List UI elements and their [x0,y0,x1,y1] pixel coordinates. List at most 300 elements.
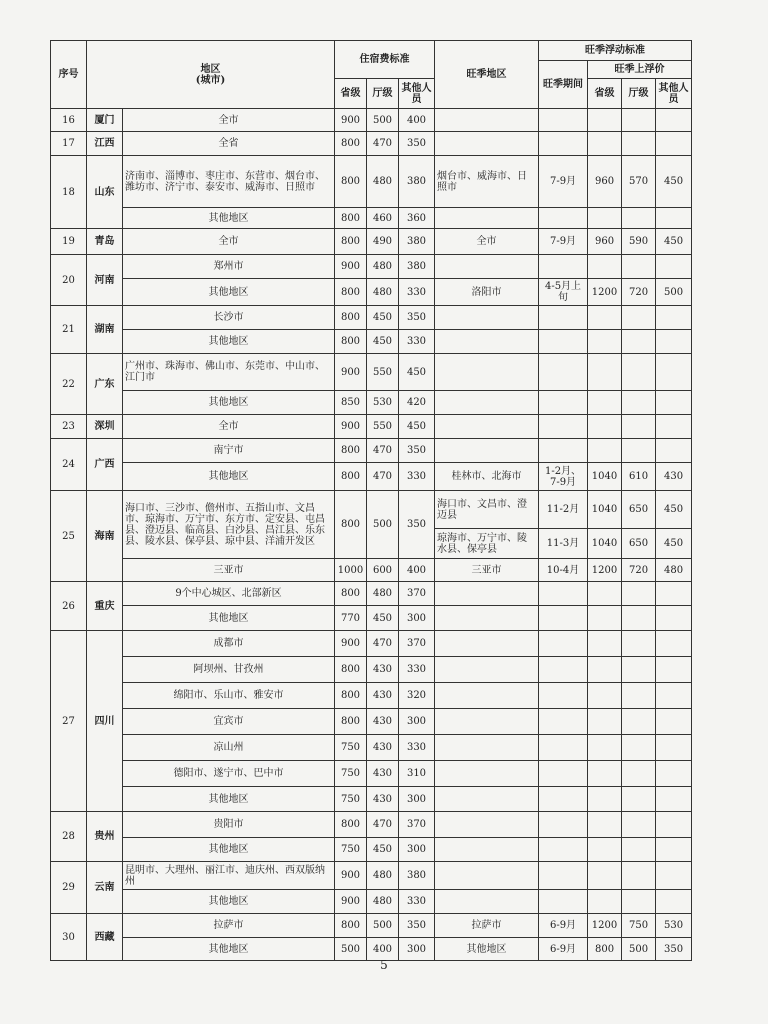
seq-cell: 26 [51,582,87,631]
peak-region-cell [435,354,539,391]
peak-prov-cell: 1040 [588,529,622,559]
peak-period-cell [539,812,588,838]
peak-dept-cell [622,631,656,657]
peak-prov-cell [588,109,622,132]
peak-dept-cell [622,657,656,683]
table-row [51,862,692,890]
seq-cell: 18 [51,156,87,229]
lodging-prov-cell: 800 [335,132,367,156]
peak-region-cell: 桂林市、北海市 [435,463,539,491]
table-row [51,890,692,914]
peak-dept-cell: 720 [622,559,656,582]
lodging-other-cell: 300 [399,938,435,961]
lodging-dept-cell: 430 [367,761,399,787]
peak-region-cell [435,109,539,132]
header-region [87,41,335,109]
peak-region-cell [435,787,539,812]
lodging-other-cell: 420 [399,391,435,415]
lodging-dept-cell: 480 [367,279,399,306]
peak-other-cell [656,657,692,683]
peak-period-cell [539,439,588,463]
peak-period-cell [539,132,588,156]
lodging-dept-cell: 430 [367,735,399,761]
peak-region-cell [435,391,539,415]
peak-region-cell [435,415,539,439]
lodging-dept-cell: 480 [367,156,399,208]
table-row [51,709,692,735]
peak-prov-cell [588,391,622,415]
lodging-prov-cell: 800 [335,709,367,735]
lodging-prov-cell: 900 [335,890,367,914]
city-cell: 贵阳市 [123,812,335,838]
peak-prov-cell: 800 [588,938,622,961]
peak-prov-cell: 1200 [588,914,622,938]
city-cell: 9个中心城区、北部新区 [123,582,335,606]
peak-other-cell [656,109,692,132]
table-row [51,229,692,255]
table-row [51,735,692,761]
peak-period-cell: 4-5月上旬 [539,279,588,306]
lodging-prov-cell: 800 [335,463,367,491]
peak-prov-cell [588,631,622,657]
province-cell: 山东 [87,156,123,229]
lodging-other-cell: 370 [399,582,435,606]
peak-period-cell [539,657,588,683]
peak-period-cell [539,330,588,354]
peak-region-cell [435,657,539,683]
peak-other-cell [656,606,692,631]
lodging-dept-cell: 500 [367,491,399,559]
city-cell: 其他地区 [123,391,335,415]
lodging-prov-cell: 750 [335,787,367,812]
peak-region-cell: 三亚市 [435,559,539,582]
peak-period-cell: 11-3月 [539,529,588,559]
province-cell: 青岛 [87,229,123,255]
lodging-dept-cell: 550 [367,354,399,391]
lodging-other-cell: 330 [399,890,435,914]
lodging-dept-cell: 430 [367,787,399,812]
lodging-other-cell: 380 [399,229,435,255]
table-row [51,838,692,862]
seq-cell: 28 [51,812,87,862]
lodging-dept-cell: 430 [367,657,399,683]
peak-period-cell [539,735,588,761]
peak-other-cell [656,761,692,787]
table-row [51,657,692,683]
peak-prov-cell [588,838,622,862]
peak-other-cell: 450 [656,229,692,255]
city-cell: 全省 [123,132,335,156]
peak-other-cell [656,838,692,862]
lodging-other-cell: 370 [399,812,435,838]
city-cell: 其他地区 [123,606,335,631]
peak-prov-cell [588,761,622,787]
peak-dept-cell [622,709,656,735]
peak-dept-cell [622,890,656,914]
peak-other-cell [656,255,692,279]
city-cell: 阿坝州、甘孜州 [123,657,335,683]
table-row [51,559,692,582]
lodging-prov-cell: 750 [335,761,367,787]
peak-other-cell [656,812,692,838]
seq-cell: 20 [51,255,87,306]
peak-dept-cell [622,132,656,156]
peak-period-cell: 7-9月 [539,156,588,208]
peak-other-cell [656,582,692,606]
table-row [51,914,692,938]
lodging-prov-cell: 900 [335,862,367,890]
peak-prov-cell [588,657,622,683]
table-row [51,208,692,229]
lodging-dept-cell: 450 [367,606,399,631]
peak-region-cell [435,683,539,709]
lodging-other-cell: 350 [399,491,435,559]
lodging-dept-cell: 480 [367,582,399,606]
table-row [51,582,692,606]
lodging-other-cell: 300 [399,787,435,812]
lodging-prov-cell: 800 [335,491,367,559]
lodging-dept-cell: 460 [367,208,399,229]
lodging-prov-cell: 800 [335,306,367,330]
table-row [51,354,692,391]
table-row [51,761,692,787]
table-row [51,606,692,631]
city-cell: 海口市、三沙市、儋州市、五指山市、文昌市、琼海市、万宁市、东方市、定安县、屯昌县、澄迈县、临高县、白沙县、昌江县、乐东县、陵水县、保亭县、琼中县、洋浦开发区 [123,491,335,559]
peak-prov-cell [588,606,622,631]
peak-prov-cell [588,582,622,606]
province-cell: 广东 [87,354,123,415]
header-region-label: 地区 [200,63,221,75]
seq-cell: 29 [51,862,87,914]
lodging-prov-cell: 800 [335,229,367,255]
peak-dept-cell: 750 [622,914,656,938]
peak-region-cell: 琼海市、万宁市、陵水县、保亭县 [435,529,539,559]
lodging-other-cell: 350 [399,914,435,938]
lodging-prov-cell: 800 [335,657,367,683]
peak-dept-cell [622,787,656,812]
peak-dept-cell [622,838,656,862]
peak-dept-cell [622,439,656,463]
city-cell: 凉山州 [123,735,335,761]
lodging-prov-cell: 750 [335,838,367,862]
peak-region-cell [435,582,539,606]
lodging-other-cell: 400 [399,559,435,582]
lodging-dept-cell: 400 [367,938,399,961]
seq-cell: 19 [51,229,87,255]
lodging-dept-cell: 480 [367,255,399,279]
city-cell: 绵阳市、乐山市、雅安市 [123,683,335,709]
lodging-prov-cell: 900 [335,109,367,132]
lodging-other-cell: 300 [399,606,435,631]
lodging-prov-cell: 800 [335,156,367,208]
seq-cell: 24 [51,439,87,491]
lodging-dept-cell: 430 [367,683,399,709]
lodging-prov-cell: 800 [335,914,367,938]
peak-prov-cell [588,735,622,761]
city-cell: 其他地区 [123,938,335,961]
peak-region-cell [435,631,539,657]
lodging-other-cell: 350 [399,132,435,156]
peak-dept-cell [622,812,656,838]
city-cell: 济南市、淄博市、枣庄市、东营市、烟台市、潍坊市、济宁市、泰安市、威海市、日照市 [123,156,335,208]
peak-period-cell [539,582,588,606]
seq-cell: 17 [51,132,87,156]
lodging-dept-cell: 450 [367,306,399,330]
peak-other-cell [656,391,692,415]
peak-region-cell [435,439,539,463]
lodging-other-cell: 300 [399,838,435,862]
peak-dept-cell [622,415,656,439]
header-peak-dept: 厅级 [622,79,656,109]
lodging-dept-cell: 470 [367,812,399,838]
lodging-other-cell: 380 [399,862,435,890]
lodging-dept-cell: 500 [367,109,399,132]
peak-other-cell [656,306,692,330]
header-peak-other: 其他人员 [656,79,692,109]
header-peak-period: 旺季期间 [539,61,588,109]
peak-other-cell [656,354,692,391]
peak-dept-cell: 650 [622,491,656,529]
peak-region-cell: 其他地区 [435,938,539,961]
lodging-prov-cell: 900 [335,255,367,279]
table-row [51,132,692,156]
lodging-prov-cell: 900 [335,354,367,391]
city-cell: 其他地区 [123,787,335,812]
header-region-sub: (城市) [195,74,226,86]
peak-dept-cell [622,606,656,631]
peak-other-cell [656,330,692,354]
peak-region-cell: 全市 [435,229,539,255]
header-peak-price: 旺季上浮价 [588,61,692,79]
peak-period-cell [539,761,588,787]
province-cell: 四川 [87,631,123,812]
province-cell: 厦门 [87,109,123,132]
city-cell: 南宁市 [123,439,335,463]
peak-period-cell: 11-2月 [539,491,588,529]
city-cell: 德阳市、遂宁市、巴中市 [123,761,335,787]
lodging-other-cell: 330 [399,463,435,491]
city-cell: 其他地区 [123,208,335,229]
peak-other-cell [656,208,692,229]
header-lodging-other: 其他人员 [399,79,435,109]
table-row [51,306,692,330]
peak-other-cell [656,415,692,439]
peak-prov-cell [588,812,622,838]
province-cell: 深圳 [87,415,123,439]
city-cell: 全市 [123,415,335,439]
city-cell: 其他地区 [123,890,335,914]
peak-dept-cell: 650 [622,529,656,559]
peak-dept-cell: 720 [622,279,656,306]
peak-period-cell: 6-9月 [539,914,588,938]
lodging-dept-cell: 450 [367,838,399,862]
table-row [51,156,692,208]
peak-period-cell [539,255,588,279]
peak-prov-cell: 1200 [588,559,622,582]
lodging-prov-cell: 900 [335,631,367,657]
lodging-dept-cell: 500 [367,914,399,938]
table-row [51,812,692,838]
peak-region-cell [435,761,539,787]
lodging-dept-cell: 470 [367,132,399,156]
peak-period-cell [539,208,588,229]
peak-region-cell [435,132,539,156]
peak-other-cell: 530 [656,914,692,938]
seq-cell: 22 [51,354,87,415]
lodging-dept-cell: 470 [367,439,399,463]
lodging-prov-cell: 800 [335,683,367,709]
lodging-other-cell: 330 [399,735,435,761]
table-row [51,787,692,812]
seq-cell: 21 [51,306,87,354]
lodging-other-cell: 380 [399,156,435,208]
province-cell: 湖南 [87,306,123,354]
province-cell: 贵州 [87,812,123,862]
peak-period-cell [539,606,588,631]
province-cell: 云南 [87,862,123,914]
peak-prov-cell [588,787,622,812]
peak-dept-cell: 590 [622,229,656,255]
city-cell: 拉萨市 [123,914,335,938]
lodging-dept-cell: 550 [367,415,399,439]
lodging-other-cell: 380 [399,255,435,279]
table-row [51,439,692,463]
peak-prov-cell [588,306,622,330]
peak-dept-cell [622,330,656,354]
peak-prov-cell: 960 [588,229,622,255]
peak-dept-cell [622,735,656,761]
peak-region-cell [435,838,539,862]
peak-region-cell [435,862,539,890]
peak-dept-cell [622,683,656,709]
peak-region-cell: 拉萨市 [435,914,539,938]
table-row [51,683,692,709]
peak-period-cell [539,109,588,132]
peak-prov-cell [588,330,622,354]
lodging-prov-cell: 1000 [335,559,367,582]
peak-region-cell [435,735,539,761]
peak-region-cell [435,306,539,330]
peak-region-cell [435,208,539,229]
peak-prov-cell: 1040 [588,491,622,529]
peak-dept-cell [622,761,656,787]
peak-period-cell [539,631,588,657]
table-row [51,330,692,354]
lodging-other-cell: 450 [399,354,435,391]
lodging-prov-cell: 500 [335,938,367,961]
peak-dept-cell: 610 [622,463,656,491]
peak-period-cell: 10-4月 [539,559,588,582]
peak-period-cell [539,709,588,735]
header-seq: 序号 [51,41,87,109]
peak-prov-cell [588,132,622,156]
peak-period-cell [539,787,588,812]
lodging-prov-cell: 800 [335,330,367,354]
peak-region-cell: 海口市、文昌市、澄迈县 [435,491,539,529]
peak-other-cell [656,683,692,709]
peak-prov-cell [588,683,622,709]
peak-period-cell [539,391,588,415]
peak-other-cell [656,787,692,812]
city-cell: 广州市、珠海市、佛山市、东莞市、中山市、江门市 [123,354,335,391]
lodging-prov-cell: 800 [335,439,367,463]
peak-prov-cell: 1040 [588,463,622,491]
lodging-dept-cell: 480 [367,890,399,914]
city-cell: 成都市 [123,631,335,657]
peak-other-cell: 430 [656,463,692,491]
peak-other-cell: 450 [656,156,692,208]
peak-dept-cell [622,109,656,132]
table-row [51,109,692,132]
lodging-prov-cell: 900 [335,415,367,439]
table-row [51,255,692,279]
lodging-other-cell: 450 [399,415,435,439]
city-cell: 昆明市、大理州、丽江市、迪庆州、西双版纳州 [123,862,335,890]
peak-period-cell [539,415,588,439]
lodging-prov-cell: 750 [335,735,367,761]
lodging-dept-cell: 530 [367,391,399,415]
peak-prov-cell [588,439,622,463]
peak-region-cell: 烟台市、威海市、日照市 [435,156,539,208]
peak-prov-cell [588,354,622,391]
lodging-other-cell: 330 [399,279,435,306]
lodging-standard-table [50,40,692,961]
peak-period-cell [539,862,588,890]
lodging-dept-cell: 430 [367,709,399,735]
peak-prov-cell [588,415,622,439]
peak-region-cell [435,330,539,354]
lodging-dept-cell: 470 [367,631,399,657]
peak-other-cell: 450 [656,529,692,559]
city-cell: 其他地区 [123,463,335,491]
seq-cell: 23 [51,415,87,439]
header-lodging: 住宿费标准 [335,41,435,79]
peak-region-cell: 洛阳市 [435,279,539,306]
lodging-prov-cell: 850 [335,391,367,415]
lodging-prov-cell: 800 [335,582,367,606]
peak-other-cell [656,890,692,914]
city-cell: 其他地区 [123,330,335,354]
peak-prov-cell [588,709,622,735]
table-row [51,463,692,491]
peak-other-cell [656,862,692,890]
peak-other-cell [656,709,692,735]
peak-other-cell [656,735,692,761]
lodging-dept-cell: 450 [367,330,399,354]
peak-dept-cell [622,208,656,229]
peak-prov-cell [588,255,622,279]
city-cell: 其他地区 [123,838,335,862]
peak-region-cell [435,890,539,914]
lodging-other-cell: 300 [399,709,435,735]
city-cell: 郑州市 [123,255,335,279]
lodging-other-cell: 320 [399,683,435,709]
lodging-dept-cell: 490 [367,229,399,255]
peak-other-cell [656,132,692,156]
lodging-other-cell: 310 [399,761,435,787]
seq-cell: 30 [51,914,87,961]
lodging-dept-cell: 600 [367,559,399,582]
lodging-dept-cell: 470 [367,463,399,491]
peak-prov-cell: 1200 [588,279,622,306]
header-peak-prov: 省级 [588,79,622,109]
seq-cell: 16 [51,109,87,132]
header-peak-region: 旺季地区 [435,41,539,109]
peak-region-cell [435,255,539,279]
city-cell: 全市 [123,229,335,255]
peak-period-cell [539,683,588,709]
peak-period-cell [539,838,588,862]
